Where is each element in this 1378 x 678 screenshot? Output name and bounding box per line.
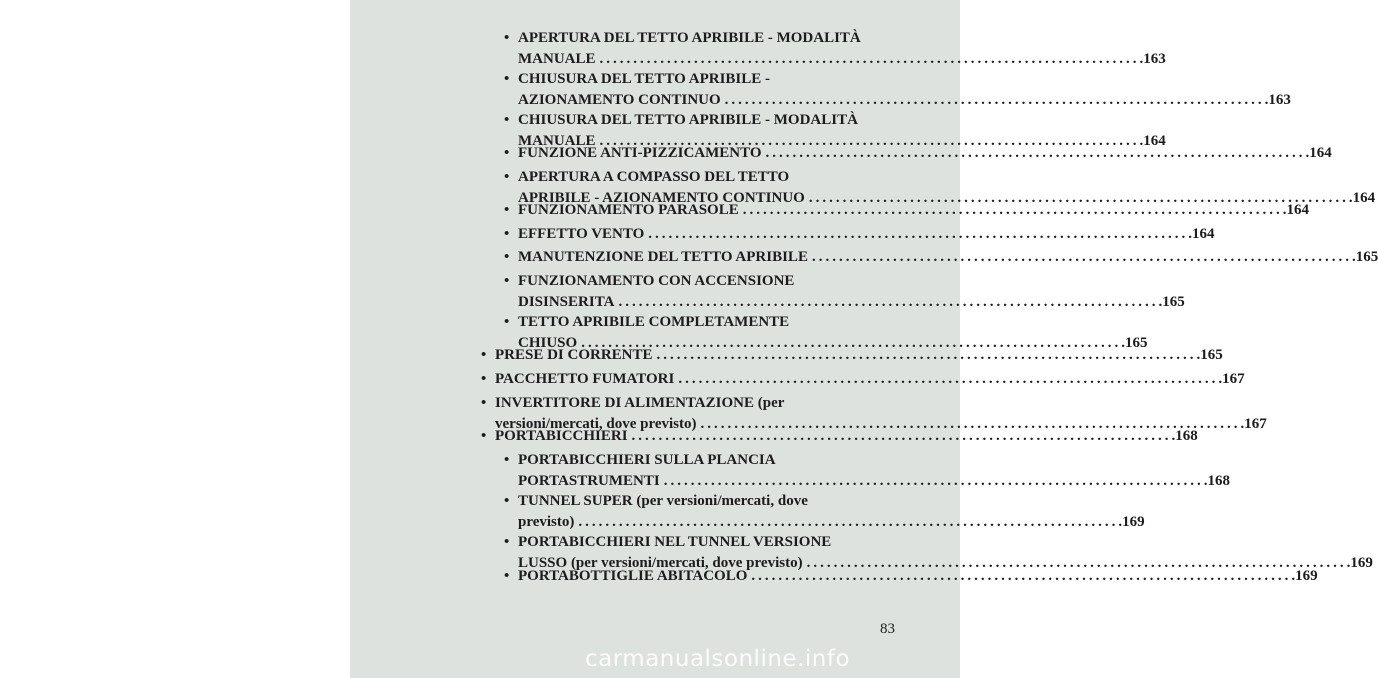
dot-leader: ................................................................................: [656, 347, 1197, 363]
toc-entry[interactable]: [504, 271, 1185, 313]
toc-entry-last-line: [495, 426, 1198, 447]
bullet-icon: •: [504, 534, 510, 550]
toc-entry-page: .167: [1240, 416, 1267, 432]
bullet-icon: •: [504, 226, 510, 242]
bullet-icon: •: [504, 452, 510, 468]
toc-entry[interactable]: [504, 143, 1332, 164]
toc-entry[interactable]: [504, 491, 1145, 533]
left-margin: [0, 0, 350, 678]
toc-entry-page: .169: [1118, 514, 1145, 530]
toc-entry-title-line: TETTO APRIBILE COMPLETAMENTE: [518, 314, 790, 330]
toc-entry-page: .163: [1139, 51, 1166, 67]
toc-entry-title-line: EFFETTO VENTO: [518, 226, 645, 242]
dot-leader: ................................................................................: [724, 92, 1265, 108]
toc-entry-page: .168: [1203, 473, 1230, 489]
toc-entry-title-line: TUNNEL SUPER (per versioni/mercati, dove: [518, 493, 808, 509]
toc-entry-title-line: APERTURA A COMPASSO DEL TETTO: [518, 169, 790, 185]
dot-leader: ................................................................................: [678, 371, 1219, 387]
bullet-icon: •: [504, 314, 510, 330]
toc-entry-title-line: PORTABOTTIGLIE ABITACOLO: [518, 568, 748, 584]
bullet-icon: •: [504, 169, 510, 185]
toc-entry-title-line: DISINSERITA: [518, 294, 615, 310]
toc-entry-page: .169: [1291, 568, 1318, 584]
bullet-icon: •: [504, 202, 510, 218]
toc-entry-last-line: [518, 512, 1145, 533]
toc-entry[interactable]: [504, 200, 1309, 221]
manual-page: [350, 0, 1378, 678]
toc-entry-last-line: [518, 247, 1378, 268]
toc-entry-title-line: PORTASTRUMENTI: [518, 473, 660, 489]
toc-entry-page: .163: [1264, 92, 1291, 108]
toc-entry-last-line: [518, 292, 1185, 313]
toc-entry-last-line: [518, 143, 1332, 164]
page-number: 83: [880, 621, 895, 637]
toc-entry-title-line: LUSSO (per versioni/mercati, dove previsto): [518, 555, 803, 571]
bullet-icon: •: [504, 145, 510, 161]
toc-entry[interactable]: [504, 224, 1215, 245]
toc-entry-title-line: INVERTITORE DI ALIMENTAZIONE (per: [495, 395, 785, 411]
toc-entry-title-line: PRESE DI CORRENTE: [495, 347, 653, 363]
bullet-icon: •: [481, 347, 487, 363]
toc-entry-last-line: [495, 345, 1223, 366]
toc-entry[interactable]: [504, 69, 1291, 111]
toc-entry[interactable]: [481, 369, 1245, 390]
toc-entry-title-line: CHIUSURA DEL TETTO APRIBILE -: [518, 71, 771, 87]
toc-entry-last-line: [518, 471, 1230, 492]
toc-entry[interactable]: [504, 247, 1378, 268]
watermark: carmanualsonline.info: [585, 646, 851, 672]
toc-entry-title-line: FUNZIONAMENTO CON ACCENSIONE: [518, 273, 795, 289]
dot-leader: ................................................................................: [599, 133, 1140, 149]
table-of-contents: [350, 0, 1378, 640]
bullet-icon: •: [504, 30, 510, 46]
bullet-icon: •: [504, 249, 510, 265]
dot-leader: ................................................................................: [581, 335, 1122, 351]
toc-entry-title-line: MANUALE: [518, 51, 596, 67]
toc-entry[interactable]: [481, 426, 1198, 447]
bullet-icon: •: [504, 493, 510, 509]
toc-entry-title-line: PORTABICCHIERI SULLA PLANCIA: [518, 452, 776, 468]
toc-entry-title-line: PORTABICCHIERI NEL TUNNEL VERSIONE: [518, 534, 832, 550]
dot-leader: ................................................................................: [599, 51, 1140, 67]
dot-leader: ................................................................................: [806, 555, 1347, 571]
dot-leader: ................................................................................: [578, 514, 1119, 530]
toc-entry[interactable]: [504, 450, 1230, 492]
toc-entry-page: .165: [1121, 335, 1148, 351]
dot-leader: ................................................................................: [618, 294, 1159, 310]
toc-entry-title-line: MANUTENZIONE DEL TETTO APRIBILE: [518, 249, 808, 265]
toc-entry-page: .164: [1282, 202, 1309, 218]
dot-leader: ................................................................................: [765, 145, 1306, 161]
dot-leader: ................................................................................: [811, 249, 1352, 265]
toc-entry-last-line: [518, 566, 1318, 587]
bullet-icon: •: [481, 395, 487, 411]
toc-entry-last-line: [518, 90, 1291, 111]
toc-entry-title-line: APRIBILE - AZIONAMENTO CONTINUO: [518, 190, 805, 206]
toc-entry-page: .169: [1346, 555, 1373, 571]
toc-entry-last-line: [518, 224, 1215, 245]
bullet-icon: •: [504, 112, 510, 128]
toc-entry-page: .164: [1348, 190, 1376, 206]
bullet-icon: •: [481, 371, 487, 387]
toc-entry-page: .164: [1139, 133, 1166, 149]
bullet-icon: •: [504, 71, 510, 87]
toc-entry-page: .164: [1188, 226, 1215, 242]
bullet-icon: •: [504, 273, 510, 289]
toc-entry-title-line: FUNZIONAMENTO PARASOLE: [518, 202, 739, 218]
dot-leader: ................................................................................: [648, 226, 1189, 242]
toc-entry-title-line: FUNZIONE ANTI-PIZZICAMENTO: [518, 145, 762, 161]
toc-entry-title-line: AZIONAMENTO CONTINUO: [518, 92, 721, 108]
toc-entry-title-line: versioni/mercati, dove previsto): [495, 416, 697, 432]
toc-entry-page: .165: [1351, 249, 1378, 265]
dot-leader: ................................................................................: [742, 202, 1283, 218]
toc-entry[interactable]: [504, 28, 1166, 70]
dot-leader: ................................................................................: [751, 568, 1292, 584]
toc-entry-page: .165: [1196, 347, 1223, 363]
dot-leader: ................................................................................: [663, 473, 1204, 489]
dot-leader: ................................................................................: [631, 428, 1172, 444]
toc-entry-page: .164: [1305, 145, 1332, 161]
toc-entry-title-line: PORTABICCHIERI: [495, 428, 628, 444]
toc-entry-title-line: APERTURA DEL TETTO APRIBILE - MODALITÀ: [518, 30, 861, 46]
toc-entry-last-line: [495, 369, 1245, 390]
toc-entry-title-line: CHIUSURA DEL TETTO APRIBILE - MODALITÀ: [518, 112, 858, 128]
bullet-icon: •: [481, 428, 487, 444]
toc-entry-last-line: [518, 200, 1309, 221]
toc-entry-page: .168: [1171, 428, 1198, 444]
dot-leader: ................................................................................: [808, 190, 1349, 206]
dot-leader: ................................................................................: [700, 416, 1241, 432]
toc-entry-title-line: MANUALE: [518, 133, 596, 149]
toc-entry[interactable]: [481, 345, 1223, 366]
toc-entry-page: .167: [1218, 371, 1245, 387]
toc-entry[interactable]: [504, 566, 1318, 587]
toc-entry-title-line: PACCHETTO FUMATORI: [495, 371, 675, 387]
toc-entry-last-line: [518, 49, 1166, 70]
toc-entry-title-line: previsto): [518, 514, 575, 530]
toc-entry-title-line: CHIUSO: [518, 335, 578, 351]
bullet-icon: •: [504, 568, 510, 584]
toc-entry-page: .165: [1158, 294, 1185, 310]
